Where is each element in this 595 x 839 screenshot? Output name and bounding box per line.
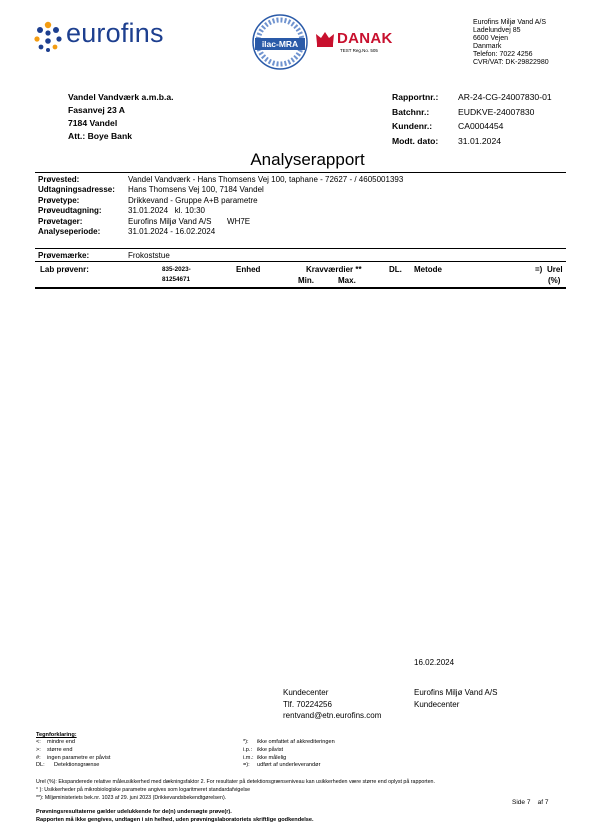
col-subcontracted: =): [535, 265, 543, 274]
legend-symbol: =):: [243, 762, 250, 769]
page-number: [512, 799, 549, 806]
contact-email: rentvand@etn.eurofins.com: [283, 711, 382, 720]
sampler-name: Eurofins Miljø Vand A/S: [128, 216, 212, 226]
sample-labels: [38, 175, 115, 237]
legend-text: ikke påvist: [257, 746, 284, 753]
legend-symbol: i.p.:: [243, 746, 253, 753]
col-sample-number: [162, 265, 191, 284]
customer-number: CA0004454: [458, 121, 504, 131]
legend-symbol: DL:: [36, 762, 45, 769]
report-info-label: Modt. dato:: [392, 135, 439, 146]
legend-note: **): Miljøministeriets bek.nr. 1023 af 29. juni 2023 (Drikkevandsbekendtgørelsen).: [36, 795, 227, 801]
signatory-line: Kundecenter: [414, 699, 460, 709]
table-header-divider: [35, 287, 566, 289]
legend-title: Tegnforklaring:: [36, 732, 77, 738]
danak-registration: TEST Reg.No. 505: [340, 48, 378, 53]
legend-text: mindre end: [47, 739, 75, 745]
contact-info: [283, 687, 381, 722]
col-lab-sample: Lab prøvenr:: [40, 265, 89, 274]
sample-values: [128, 175, 403, 237]
lab-address-line: 6600 Vejen: [473, 35, 509, 43]
recipient-line: 7184 Vandel: [68, 118, 118, 128]
sample-mark-value: Frokoststue: [128, 251, 170, 260]
sample-type: Drikkevand - Gruppe A+B parametre: [128, 195, 258, 205]
sampling-date: 31.01.2024: [128, 206, 169, 216]
sample-number-part: 835-2023-: [162, 266, 191, 273]
sampler: [128, 217, 403, 227]
lab-address-line: Danmark: [473, 43, 502, 51]
recipient-line: Vandel Vandværk a.m.b.a.: [68, 92, 174, 102]
sample-label: Prøvetager:: [38, 216, 83, 226]
divider: [35, 248, 566, 249]
legend-symbol: #:: [36, 754, 41, 761]
sampling-address: Hans Thomsens Vej 100, 7184 Vandel: [128, 185, 264, 195]
legend-right: [243, 739, 335, 770]
col-min: Min.: [298, 276, 314, 285]
legend-entry: [36, 762, 110, 770]
col-method: Metode: [414, 265, 442, 274]
sample-label: Prøveudtagning:: [38, 206, 102, 216]
eurofins-logo-icon: [33, 21, 63, 53]
legend-text: udført af underleverandør: [257, 762, 321, 769]
legend-text: ikke målelig: [257, 754, 287, 761]
crown-icon: [315, 30, 335, 48]
col-max: Max.: [338, 276, 356, 285]
danak-name: DANAK: [337, 30, 393, 47]
col-urel-unit: (%): [548, 276, 561, 285]
legend-left: [36, 739, 110, 770]
report-info-label: Batchnr.:: [392, 106, 430, 117]
recipient-line: Fasanvej 23 A: [68, 105, 126, 115]
sample-label: Prøvetype:: [38, 195, 80, 205]
lab-address-line: Telefon: 7022 4256: [473, 51, 533, 59]
sampling-datetime: [128, 206, 403, 216]
sample-label: Udtagningsadresse:: [38, 185, 115, 195]
lab-address-line: Eurofins Miljø Vand A/S: [473, 19, 547, 26]
sample-label: Analyseperiode:: [38, 227, 101, 237]
legend-entry: [243, 739, 335, 747]
legend-notes: [36, 778, 435, 802]
divider: [35, 172, 566, 173]
sample-location: Vandel Vandværk - Hans Thomsens Vej 100, taphane - 72627 - / 4605001393: [128, 175, 404, 184]
legend-symbol: >:: [36, 746, 41, 753]
legend-symbol: <:: [36, 739, 41, 745]
lab-address-line: Ladelundvej 85: [473, 27, 521, 35]
recipient-address: [68, 91, 174, 143]
received-date: 31.01.2024: [458, 135, 502, 146]
col-urel: Urel: [547, 265, 563, 274]
legend-footer: [36, 808, 314, 825]
legend-footer-line: Rapporten må ikke gengives, undtagen i sin helhed, uden prøvningslaboratoriets skriftlige godkendelse.: [36, 817, 314, 824]
sign-date: 16.02.2024: [414, 658, 455, 667]
ilac-mra-logo-icon: [251, 13, 309, 71]
page-label: Side 7: [512, 799, 531, 806]
report-info-values: [458, 90, 552, 148]
page-title: Analyserapport: [250, 150, 365, 169]
sample-label: Prøvested:: [38, 175, 80, 184]
contact-line: Kundecenter: [283, 688, 329, 697]
col-requirement: Kravværdier **: [306, 265, 362, 274]
report-info-label: Kundenr.:: [392, 121, 433, 131]
report-info: [392, 90, 438, 148]
legend-footer-line: Prøvningsresultaterne gælder udelukkende for de(n) undersøgte prøve(r).: [36, 809, 232, 815]
legend-text: Detektionsgrænse: [54, 762, 100, 769]
ilac-text: ilac-MRA: [261, 39, 299, 49]
legend-entry: [36, 739, 110, 747]
legend-text: større end: [47, 746, 73, 753]
legend-entry: [243, 747, 335, 755]
col-detection-limit: DL.: [389, 265, 402, 274]
legend-entry: [243, 762, 335, 770]
sampling-time: kl. 10:30: [174, 206, 205, 216]
lab-address: [473, 19, 549, 68]
sampler-code: WH7E: [227, 216, 251, 226]
signatory-line: Eurofins Miljø Vand A/S: [414, 688, 498, 697]
col-unit: Enhed: [236, 265, 261, 274]
signatory: [414, 687, 497, 710]
legend-note: Urel (%): Ekspanderede relative måleusikkerhed med dækningsfaktor 2. For resultater på detektionsgrænseniveau kan usikkerheden være større end oplyst på rapporten.: [36, 779, 435, 785]
lab-address-line: CVR/VAT: DK-29822980: [473, 59, 549, 67]
contact-phone: Tlf. 70224256: [283, 699, 332, 709]
sample-number-part: 81254671: [162, 275, 191, 283]
sample-mark-label: Prøvemærke:: [38, 251, 90, 260]
legend-symbol: *):: [243, 739, 249, 745]
legend-entry: [243, 755, 335, 763]
legend-symbol: i.m.:: [243, 754, 254, 761]
legend-text: ingen parametre er påvist: [47, 754, 111, 761]
report-number: AR-24-CG-24007830-01: [458, 92, 552, 102]
page-total: af 7: [537, 799, 549, 806]
brand-name: eurofins: [66, 18, 164, 48]
legend-entry: [36, 747, 110, 755]
legend-text: ikke omfattet af akkrediteringen: [257, 739, 335, 745]
legend-note: ° ): Usikkerheder på mikrobiologiske parametre angives som logaritmeret standardafvigelse: [36, 787, 251, 793]
legend-entry: [36, 755, 110, 763]
analysis-period: 31.01.2024 - 16.02.2024: [128, 227, 216, 237]
divider: [35, 261, 566, 262]
batch-number: EUDKVE-24007830: [458, 106, 535, 117]
report-info-label: Rapportnr.:: [392, 92, 439, 102]
recipient-line: Att.: Boye Bank: [68, 131, 132, 141]
